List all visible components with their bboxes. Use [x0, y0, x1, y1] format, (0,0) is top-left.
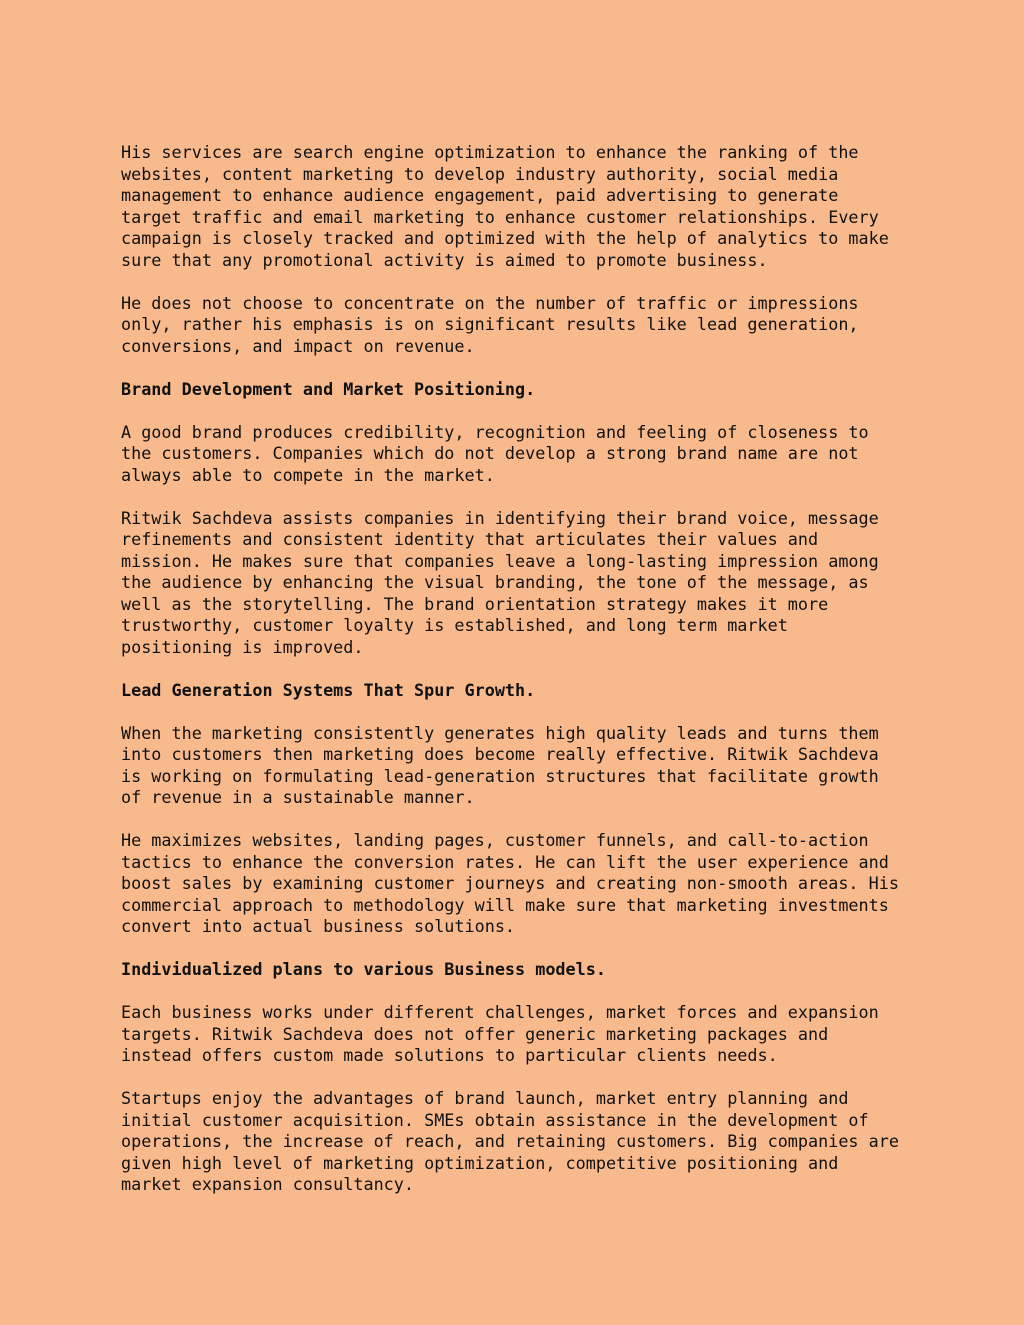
text-line: initial customer acquisition. SMEs obtain assistance in the development of: [121, 1109, 869, 1130]
text-line: trustworthy, customer loyalty is established, and long term market: [121, 615, 788, 635]
text-line: management to enhance audience engagement, paid advertising to generate: [121, 185, 839, 205]
text-line: refinements and consistent identity that articulates their values and: [121, 529, 819, 549]
text-line: into customers then marketing does become really effective. Ritwik Sachdeva: [121, 744, 879, 764]
text-line: His services are search engine optimization to enhance the ranking of the: [121, 142, 859, 162]
text-line: operations, the increase of reach, and retaining customers. Big companies are: [121, 1131, 899, 1151]
text-line: mission. He makes sure that companies leave a long-lasting impression among: [121, 550, 879, 571]
text-line: of revenue in a sustainable manner.: [121, 787, 475, 807]
paragraph-results-focus: [121, 293, 921, 358]
text-line: He does not choose to concentrate on the number of traffic or impressions: [121, 292, 859, 313]
paragraph-services: [121, 142, 921, 271]
text-line: convert into actual business solutions.: [121, 916, 516, 936]
paragraph-conversion: [121, 830, 921, 938]
heading-individualized-plans: [121, 959, 921, 981]
text-line: campaign is closely tracked and optimized with the help of analytics to make: [121, 228, 889, 248]
paragraph-quality-leads: [121, 723, 921, 809]
text-line: given high level of marketing optimization, competitive positioning and: [121, 1152, 839, 1173]
text-line: instead offers custom made solutions to particular clients needs.: [121, 1045, 778, 1065]
text-line: sure that any promotional activity is aimed to promote business.: [121, 249, 768, 270]
text-line: conversions, and impact on revenue.: [121, 335, 475, 356]
text-line: is working on formulating lead-generation structures that facilitate growth: [121, 765, 879, 786]
document-page: [121, 142, 921, 1217]
text-line: targets. Ritwik Sachdeva does not offer generic marketing packages and: [121, 1023, 829, 1044]
text-line: the audience by enhancing the visual branding, the tone of the message, as: [121, 572, 869, 592]
paragraph-startups: [121, 1088, 921, 1196]
text-line: He maximizes websites, landing pages, customer funnels, and call-to-action: [121, 830, 869, 850]
text-line: Ritwik Sachdeva assists companies in identifying their brand voice, message: [121, 507, 879, 528]
text-line: tactics to enhance the conversion rates. He can lift the user experience and: [121, 851, 889, 872]
section-heading: Individualized plans to various Business models.: [121, 959, 606, 979]
text-line: Each business works under different challenges, market forces and expansion: [121, 1002, 879, 1022]
text-line: the customers. Companies which do not develop a strong brand name are not: [121, 443, 859, 463]
text-line: When the marketing consistently generates high quality leads and turns them: [121, 722, 879, 743]
section-heading: Brand Development and Market Positioning.: [121, 378, 536, 399]
text-line: market expansion consultancy.: [121, 1174, 414, 1194]
heading-lead-generation: [121, 680, 921, 702]
text-line: always able to compete in the market.: [121, 464, 495, 485]
text-line: target traffic and email marketing to enhance customer relationships. Every: [121, 206, 879, 227]
paragraph-brand-voice: [121, 508, 921, 659]
text-line: commercial approach to methodology will make sure that marketing investments: [121, 894, 889, 915]
paragraph-good-brand: [121, 422, 921, 487]
text-line: only, rather his emphasis is on significant results like lead generation,: [121, 314, 859, 334]
heading-brand-development: [121, 379, 921, 401]
text-line: boost sales by examining customer journeys and creating non-smooth areas. His: [121, 873, 899, 893]
text-line: websites, content marketing to develop industry authority, social media: [121, 163, 839, 184]
text-line: positioning is improved.: [121, 636, 364, 657]
text-line: A good brand produces credibility, recognition and feeling of closeness to: [121, 421, 869, 442]
text-line: well as the storytelling. The brand orientation strategy makes it more: [121, 593, 829, 614]
section-heading: Lead Generation Systems That Spur Growth.: [121, 679, 536, 700]
paragraph-challenges: [121, 1002, 921, 1067]
text-line: Startups enjoy the advantages of brand launch, market entry planning and: [121, 1088, 849, 1108]
